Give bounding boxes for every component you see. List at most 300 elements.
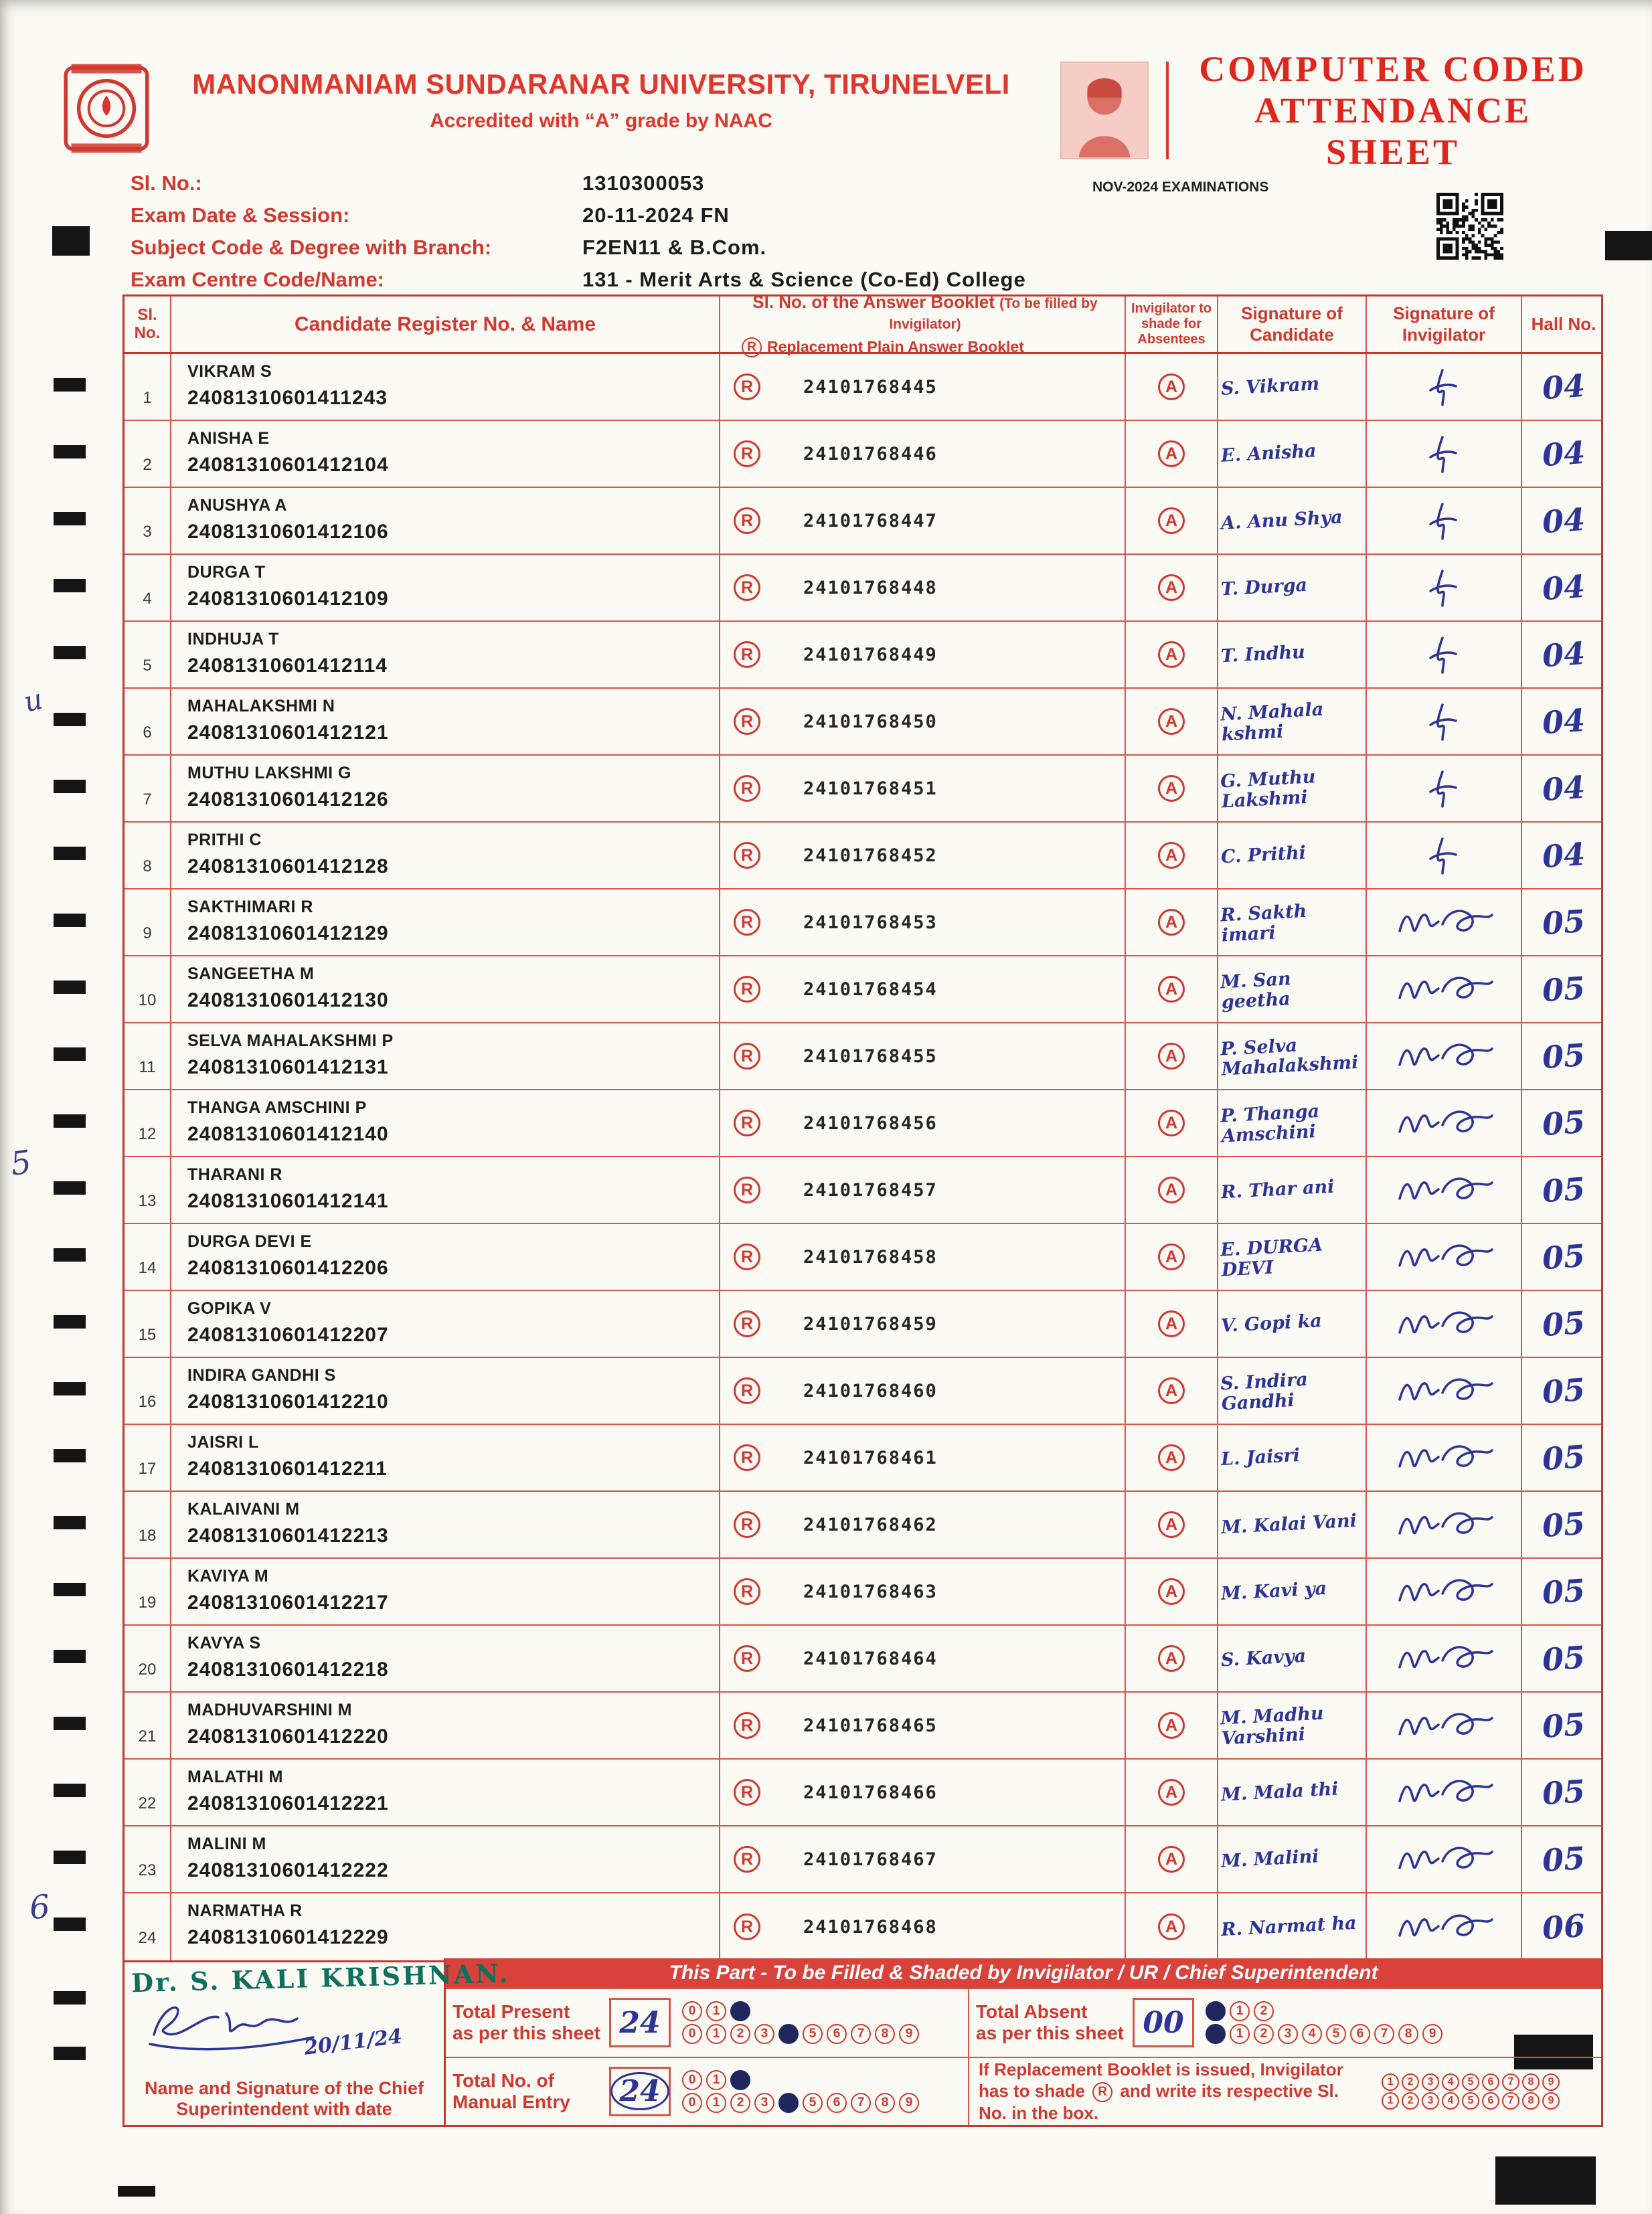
booklet-number: 24101768457 [803, 1179, 938, 1201]
replacement-bubble[interactable]: R [734, 842, 760, 869]
header-booklet [720, 291, 1126, 355]
candidate-register-no: 24081310601412131 [187, 1056, 389, 1078]
table-row [125, 956, 1601, 1023]
candidate-register-no: 24081310601412114 [187, 655, 388, 677]
field-sl-no [131, 167, 1068, 199]
row-sl-no: 20 [138, 1660, 157, 1679]
candidate-name: PRITHI C [187, 831, 262, 849]
digit-bubble-5[interactable]: 5 [1462, 2092, 1479, 2110]
candidate-register-no: 24081310601412206 [187, 1257, 389, 1279]
row-sl-no: 1 [143, 389, 152, 407]
candidate-signature: E. Anisha [1220, 440, 1317, 466]
table-row [125, 622, 1601, 689]
candidate-name: ANUSHYA A [187, 496, 287, 515]
digit-bubble-4[interactable]: 4 [1442, 2073, 1459, 2091]
candidate-register-no: 24081310601412140 [187, 1123, 389, 1145]
table-row [125, 689, 1601, 756]
hall-number: 04 [1541, 634, 1586, 675]
replacement-bubble[interactable]: R [734, 909, 760, 936]
field-exam-date [131, 199, 1068, 232]
absent-bubble[interactable]: A [1158, 976, 1185, 1003]
candidate-register-no: 24081310601411243 [187, 387, 388, 409]
scanner-mark [54, 378, 86, 392]
candidate-signature: T. Durga [1220, 574, 1308, 600]
replacement-bubble[interactable]: R [734, 1310, 760, 1337]
candidate-register-no: 24081310601412207 [187, 1324, 389, 1346]
digit-bubble-6[interactable]: 6 [1482, 2092, 1499, 2110]
candidate-register-no: 24081310601412128 [187, 855, 389, 877]
digit-bubble-1[interactable]: 1 [706, 2001, 726, 2021]
hall-number: 05 [1541, 1839, 1586, 1879]
invigilator-signature [1390, 1167, 1497, 1213]
digit-bubble-1[interactable]: 1 [1382, 2092, 1399, 2110]
total-absent-bubbles [1204, 2000, 1601, 2045]
scanner-mark [54, 579, 86, 592]
candidate-signature: M. Kalai Vani [1220, 1510, 1357, 1539]
superintendent-name-handwritten: Dr. S. KALI KRISHNAN. [131, 1958, 511, 1998]
row-sl-no: 13 [138, 1192, 157, 1210]
digit-bubble-2[interactable]: 2 [730, 2024, 750, 2044]
digit-bubble-6[interactable]: 6 [827, 2093, 847, 2113]
replacement-bubble[interactable]: R [734, 1177, 760, 1203]
row-sl-no: 14 [138, 1259, 157, 1277]
candidate-name: KAVYA S [187, 1634, 261, 1652]
table-row [125, 488, 1601, 555]
replacement-bubble[interactable]: R [734, 1645, 760, 1672]
table-row [125, 1893, 1601, 1960]
candidate-register-no: 24081310601412109 [187, 588, 389, 610]
candidate-name: DURGA T [187, 563, 266, 582]
founder-portrait [1060, 62, 1149, 159]
scanner-mark [54, 914, 86, 927]
hall-number: 05 [1541, 1638, 1586, 1679]
candidate-signature: R. Thar ani [1220, 1176, 1335, 1203]
digit-bubble-1[interactable]: 1 [1230, 2024, 1250, 2044]
replacement-bubble[interactable]: R [734, 507, 760, 534]
row-sl-no: 19 [138, 1594, 157, 1612]
row-sl-no: 15 [138, 1326, 157, 1344]
digit-bubble-1[interactable]: 1 [1230, 2001, 1250, 2021]
digit-bubble-0[interactable]: 0 [682, 2093, 702, 2113]
absent-bubble[interactable]: A [1158, 1444, 1185, 1471]
header-sl-no: Sl. No. [125, 296, 171, 352]
header-hall-no: Hall No. [1531, 313, 1596, 334]
digit-bubble-0[interactable] [1206, 2024, 1226, 2044]
hall-number: 05 [1541, 1371, 1586, 1411]
digit-bubble-8[interactable]: 8 [1522, 2073, 1540, 2091]
header-signature-candidate: Signature of Candidate [1218, 296, 1367, 352]
digit-bubble-5[interactable]: 5 [803, 2093, 823, 2113]
absent-bubble[interactable]: A [1158, 1779, 1185, 1806]
replacement-bubble[interactable]: R [734, 708, 760, 735]
row-sl-no: 22 [138, 1794, 157, 1812]
hall-number: 05 [1541, 1036, 1586, 1076]
hall-number: 04 [1541, 701, 1586, 742]
digit-bubble-2[interactable] [730, 2070, 750, 2090]
booklet-number: 24101768466 [803, 1782, 938, 1803]
field-centre-label: Exam Centre Code/Name: [131, 268, 385, 291]
manual-entry-value: 24 [610, 2072, 669, 2110]
digit-bubble-1[interactable]: 1 [706, 2093, 726, 2113]
candidate-name: SELVA MAHALAKSHMI P [187, 1031, 394, 1050]
sheet-title-line2: ATTENDANCE SHEET [1254, 90, 1532, 173]
table-row [125, 1826, 1601, 1893]
digit-bubble-9[interactable]: 9 [899, 2093, 919, 2113]
invigilator-signature [1390, 832, 1497, 879]
row-sl-no: 8 [143, 857, 152, 875]
table-row [125, 421, 1601, 488]
row-sl-no: 23 [138, 1861, 157, 1879]
hall-number: 04 [1541, 768, 1586, 808]
candidate-signature: M. Mala thi [1220, 1778, 1339, 1806]
row-sl-no: 2 [143, 456, 152, 474]
hall-number: 04 [1541, 501, 1586, 541]
candidate-register-no: 24081310601412217 [187, 1592, 389, 1614]
candidate-signature: C. Prithi [1220, 842, 1307, 868]
table-row [125, 1425, 1601, 1492]
booklet-number: 24101768446 [803, 443, 938, 464]
candidate-register-no: 24081310601412106 [187, 521, 389, 543]
digit-bubble-4[interactable] [778, 2024, 799, 2044]
replacement-bubble[interactable]: R [734, 1511, 760, 1538]
hall-number: 05 [1541, 1103, 1586, 1143]
replacement-note-icon: R [1092, 2082, 1112, 2102]
hall-number: 05 [1541, 969, 1586, 1009]
digit-bubble-9[interactable]: 9 [1422, 2024, 1442, 2044]
candidate-register-no: 24081310601412221 [187, 1792, 389, 1814]
scanner-mark [54, 445, 86, 458]
field-exam-date-label: Exam Date & Session: [131, 203, 350, 227]
replacement-bubble[interactable]: R [734, 1712, 760, 1739]
digit-bubble-2[interactable]: 2 [1402, 2073, 1419, 2091]
scanner-mark [54, 1583, 86, 1596]
total-present-bubbles [680, 2000, 968, 2045]
table-row [125, 1626, 1601, 1693]
candidate-signature: V. Gopi ka [1220, 1310, 1323, 1337]
replacement-bubble[interactable]: R [734, 574, 760, 601]
absent-bubble[interactable]: A [1158, 1244, 1185, 1270]
digit-bubble-9[interactable]: 9 [1542, 2073, 1560, 2091]
table-row [125, 354, 1601, 421]
invigilator-signature [1390, 631, 1497, 678]
invigilator-signature [1390, 765, 1497, 812]
stray-pen-mark: 6 [27, 1887, 52, 1928]
candidate-signature: M. Madhu Varshini [1220, 1703, 1325, 1750]
table-row [125, 1291, 1601, 1358]
digit-bubble-0[interactable] [1206, 2001, 1226, 2021]
header-signature-invigilator: Signature of Invigilator [1367, 296, 1522, 352]
total-absent-value: 00 [1143, 2005, 1184, 2040]
replacement-bubble[interactable]: R [734, 976, 760, 1003]
row-sl-no: 24 [138, 1929, 157, 1947]
stray-pen-mark: u [20, 682, 46, 719]
digit-bubble-1[interactable]: 1 [706, 2070, 726, 2090]
field-subject-label: Subject Code & Degree with Branch: [131, 236, 492, 259]
table-row [125, 1224, 1601, 1291]
candidate-name: NARMATHA R [187, 1901, 303, 1920]
scanner-mark [54, 1784, 86, 1797]
replacement-bubble[interactable]: R [734, 1043, 760, 1070]
scanner-mark [54, 1047, 86, 1061]
candidate-register-no: 24081310601412104 [187, 454, 389, 476]
absent-bubble[interactable]: A [1158, 708, 1185, 735]
hall-number: 06 [1541, 1907, 1586, 1947]
candidate-name: MAHALAKSHMI N [187, 697, 335, 715]
digit-bubble-8[interactable]: 8 [1398, 2024, 1418, 2044]
scanner-mark [54, 646, 86, 659]
accreditation-text: Accredited with “A” grade by NAAC [430, 110, 772, 132]
row-sl-no: 4 [143, 590, 152, 608]
replacement-bubble[interactable]: R [734, 1846, 760, 1873]
absent-bubble[interactable]: A [1158, 842, 1185, 869]
candidate-signature: R. Sakth imari [1220, 901, 1308, 946]
row-sl-no: 5 [143, 657, 152, 675]
booklet-header-note: (To be filled by Invigilator) [889, 295, 1098, 332]
attendance-rows [125, 354, 1601, 1960]
candidate-register-no: 24081310601412121 [187, 721, 389, 744]
row-sl-no: 9 [143, 924, 152, 942]
digit-bubble-4[interactable] [778, 2093, 799, 2113]
digit-bubble-7[interactable]: 7 [851, 2093, 871, 2113]
replacement-bubble[interactable]: R [734, 641, 760, 668]
invigilator-signature [1390, 564, 1497, 611]
digit-bubble-4[interactable]: 4 [1302, 2024, 1322, 2044]
manual-entry-box[interactable] [609, 2067, 671, 2116]
field-subject [131, 232, 1068, 264]
replacement-bubble[interactable]: R [734, 440, 760, 467]
row-sl-no: 18 [138, 1527, 157, 1545]
scanner-mark [118, 2186, 155, 2197]
scanner-mark [54, 1315, 86, 1329]
replacement-bubble[interactable]: R [734, 1578, 760, 1605]
digit-bubble-5[interactable]: 5 [803, 2024, 823, 2044]
scanner-mark [54, 1717, 86, 1730]
absent-bubble[interactable]: A [1158, 1043, 1185, 1070]
scanner-mark [54, 1449, 86, 1462]
hall-number: 05 [1541, 1438, 1586, 1478]
digit-bubble-5[interactable]: 5 [1326, 2024, 1346, 2044]
table-row [125, 1492, 1601, 1559]
row-sl-no: 16 [138, 1393, 157, 1411]
invigilator-signature [1390, 363, 1497, 410]
digit-bubble-0[interactable]: 0 [682, 2070, 702, 2090]
digit-bubble-8[interactable]: 8 [1522, 2092, 1540, 2110]
candidate-name: GOPIKA V [187, 1299, 272, 1318]
invigilator-signature [1390, 1836, 1497, 1883]
candidate-name: VIKRAM S [187, 362, 272, 381]
candidate-register-no: 24081310601412126 [187, 788, 389, 811]
digit-bubble-2[interactable]: 2 [1402, 2092, 1419, 2110]
digit-bubble-6[interactable]: 6 [1350, 2024, 1370, 2044]
candidate-signature: P. Thanga Amschini [1220, 1101, 1320, 1147]
replacement-note: If Replacement Booklet is issued, Invigilator has to shade R and write its respective Sl. No. in the box. [979, 2059, 1343, 2124]
digit-bubble-3[interactable]: 3 [1278, 2024, 1298, 2044]
booklet-number: 24101768447 [803, 510, 938, 531]
candidate-name: KALAIVANI M [187, 1500, 300, 1519]
digit-bubble-4[interactable]: 4 [1442, 2092, 1459, 2110]
candidate-signature: M. Malini [1220, 1846, 1320, 1872]
candidate-signature: G. Muthu Lakshmi [1220, 766, 1317, 813]
candidate-register-no: 24081310601412229 [187, 1926, 389, 1948]
candidate-signature: S. Vikram [1220, 373, 1320, 400]
meta-fields [131, 167, 1068, 296]
replacement-bubble[interactable]: R [734, 1110, 760, 1136]
table-row [125, 1559, 1601, 1626]
booklet-number: 24101768448 [803, 577, 938, 598]
total-absent-box[interactable] [1133, 1998, 1194, 2047]
replacement-bubble[interactable]: R [734, 1779, 760, 1806]
absent-bubble[interactable]: A [1158, 1310, 1185, 1337]
scanner-mark [54, 1382, 86, 1395]
digit-bubble-2[interactable]: 2 [1254, 2024, 1274, 2044]
absent-bubble[interactable]: A [1158, 1377, 1185, 1404]
absent-bubble[interactable]: A [1158, 1177, 1185, 1203]
digit-bubble-0[interactable]: 0 [682, 2001, 702, 2021]
replacement-bubble[interactable]: R [734, 775, 760, 802]
absent-bubble[interactable]: A [1158, 775, 1185, 802]
replacement-bubble[interactable]: R [734, 1244, 760, 1270]
booklet-number: 24101768454 [803, 978, 938, 1000]
table-row [125, 1358, 1601, 1425]
absent-bubble[interactable]: A [1158, 1110, 1185, 1136]
scanner-mark [54, 847, 86, 860]
hall-number: 05 [1541, 902, 1586, 942]
total-present-box[interactable] [609, 1998, 671, 2047]
booklet-number: 24101768449 [803, 644, 938, 665]
hall-number: 04 [1541, 835, 1586, 875]
absent-bubble[interactable]: A [1158, 373, 1185, 400]
hall-number: 05 [1541, 1705, 1586, 1745]
exam-session-text: NOV-2024 EXAMINATIONS [1092, 179, 1269, 195]
digit-bubble-9[interactable]: 9 [1542, 2092, 1560, 2110]
page-header [60, 48, 1600, 173]
hall-number: 04 [1541, 434, 1586, 474]
scanner-mark [1495, 2156, 1596, 2205]
digit-bubble-7[interactable]: 7 [1502, 2092, 1519, 2110]
replacement-bubble[interactable]: R [734, 373, 760, 400]
total-present-value: 24 [619, 2005, 661, 2040]
digit-bubble-7[interactable]: 7 [1374, 2024, 1394, 2044]
invigilator-signature [1390, 497, 1497, 544]
invigilator-signature [1390, 1100, 1497, 1146]
digit-bubble-1[interactable]: 1 [1382, 2073, 1399, 2091]
invigilator-signature [1390, 899, 1497, 946]
digit-bubble-7[interactable]: 7 [1502, 2073, 1519, 2091]
booklet-number: 24101768461 [803, 1447, 938, 1468]
scanner-mark [1605, 231, 1652, 260]
replacement-bubble[interactable]: R [734, 1377, 760, 1404]
booklet-number: 24101768445 [803, 376, 938, 398]
candidate-name: INDHUJA T [187, 630, 279, 649]
scanner-mark [54, 512, 86, 525]
digit-bubble-6[interactable]: 6 [1482, 2073, 1499, 2091]
replacement-slno-bubbles [1380, 2073, 1601, 2110]
invigilator-signature [1390, 1635, 1497, 1682]
absent-bubble[interactable]: A [1158, 909, 1185, 936]
field-sl-no-value: 1310300053 [582, 171, 705, 195]
booklet-number: 24101768451 [803, 778, 938, 799]
digit-bubble-2[interactable] [730, 2001, 750, 2021]
digit-bubble-3[interactable]: 3 [754, 2024, 774, 2044]
absent-bubble[interactable]: A [1158, 574, 1185, 601]
candidate-register-no: 24081310601412218 [187, 1658, 389, 1681]
candidate-signature: T. Indhu [1220, 641, 1306, 667]
digit-bubble-2[interactable]: 2 [1254, 2001, 1274, 2021]
replacement-bubble[interactable]: R [734, 1913, 760, 1940]
digit-bubble-7[interactable]: 7 [851, 2024, 871, 2044]
candidate-signature: A. Anu Shya [1220, 507, 1343, 534]
absent-bubble[interactable]: A [1158, 1846, 1185, 1873]
absent-bubble[interactable]: A [1158, 641, 1185, 668]
invigilator-signature [1390, 1568, 1497, 1615]
digit-bubble-1[interactable]: 1 [706, 2024, 726, 2044]
table-row [125, 1693, 1601, 1760]
total-present-label: Total Present as per this sheet [452, 2001, 600, 2044]
digit-bubble-3[interactable]: 3 [1422, 2073, 1439, 2091]
table-row [125, 756, 1601, 823]
candidate-signature: M. Kavi ya [1220, 1578, 1327, 1605]
digit-bubble-8[interactable]: 8 [875, 2093, 895, 2113]
scanner-mark [54, 713, 86, 726]
digit-bubble-3[interactable]: 3 [1422, 2092, 1439, 2110]
absent-bubble[interactable]: A [1158, 1712, 1185, 1739]
digit-bubble-8[interactable]: 8 [875, 2024, 895, 2044]
digit-bubble-6[interactable]: 6 [827, 2024, 847, 2044]
digit-bubble-2[interactable]: 2 [730, 2093, 750, 2113]
digit-bubble-3[interactable]: 3 [754, 2093, 774, 2113]
field-sl-no-label: Sl. No.: [131, 171, 202, 195]
table-row [125, 889, 1601, 956]
replacement-bubble[interactable]: R [734, 1444, 760, 1471]
invigilator-signature [1390, 698, 1497, 745]
table-row [125, 823, 1601, 889]
candidate-name: INDIRA GANDHI S [187, 1366, 336, 1385]
table-row [125, 1760, 1601, 1826]
invigilator-signature [1390, 1233, 1497, 1280]
header-absent: Invigilator to shade for Absentees [1126, 296, 1218, 352]
absent-bubble[interactable]: A [1158, 1578, 1185, 1605]
booklet-header-sub: Replacement Plain Answer Booklet [767, 338, 1024, 355]
hall-number: 05 [1541, 1505, 1586, 1545]
booklet-number: 24101768467 [803, 1849, 938, 1870]
candidate-name: SAKTHIMARI R [187, 898, 313, 916]
invigilator-signature [1390, 1501, 1497, 1548]
digit-bubble-9[interactable]: 9 [899, 2024, 919, 2044]
absent-bubble[interactable]: A [1158, 1511, 1185, 1538]
candidate-name: MALINI M [187, 1835, 266, 1853]
candidate-name: THARANI R [187, 1165, 282, 1184]
absent-bubble[interactable]: A [1158, 1645, 1185, 1672]
candidate-register-no: 24081310601412222 [187, 1859, 389, 1881]
scanner-mark [52, 226, 90, 256]
scanner-mark [54, 1851, 86, 1864]
scanner-mark [54, 1181, 86, 1195]
absent-bubble[interactable]: A [1158, 507, 1185, 534]
hall-number: 05 [1541, 1170, 1586, 1210]
hall-number: 04 [1541, 367, 1586, 407]
candidate-signature: S. Indira Gandhi [1220, 1369, 1309, 1415]
digit-bubble-0[interactable]: 0 [682, 2024, 702, 2044]
candidate-register-no: 24081310601412220 [187, 1725, 389, 1748]
manual-entry-bubbles [680, 2069, 968, 2114]
digit-bubble-5[interactable]: 5 [1462, 2073, 1479, 2091]
booklet-number: 24101768452 [803, 845, 938, 866]
absent-bubble[interactable]: A [1158, 440, 1185, 467]
hall-number: 05 [1541, 1304, 1586, 1344]
invigilator-signature [1390, 1033, 1497, 1080]
candidate-name: MALATHI M [187, 1768, 283, 1786]
absent-bubble[interactable]: A [1158, 1913, 1185, 1940]
